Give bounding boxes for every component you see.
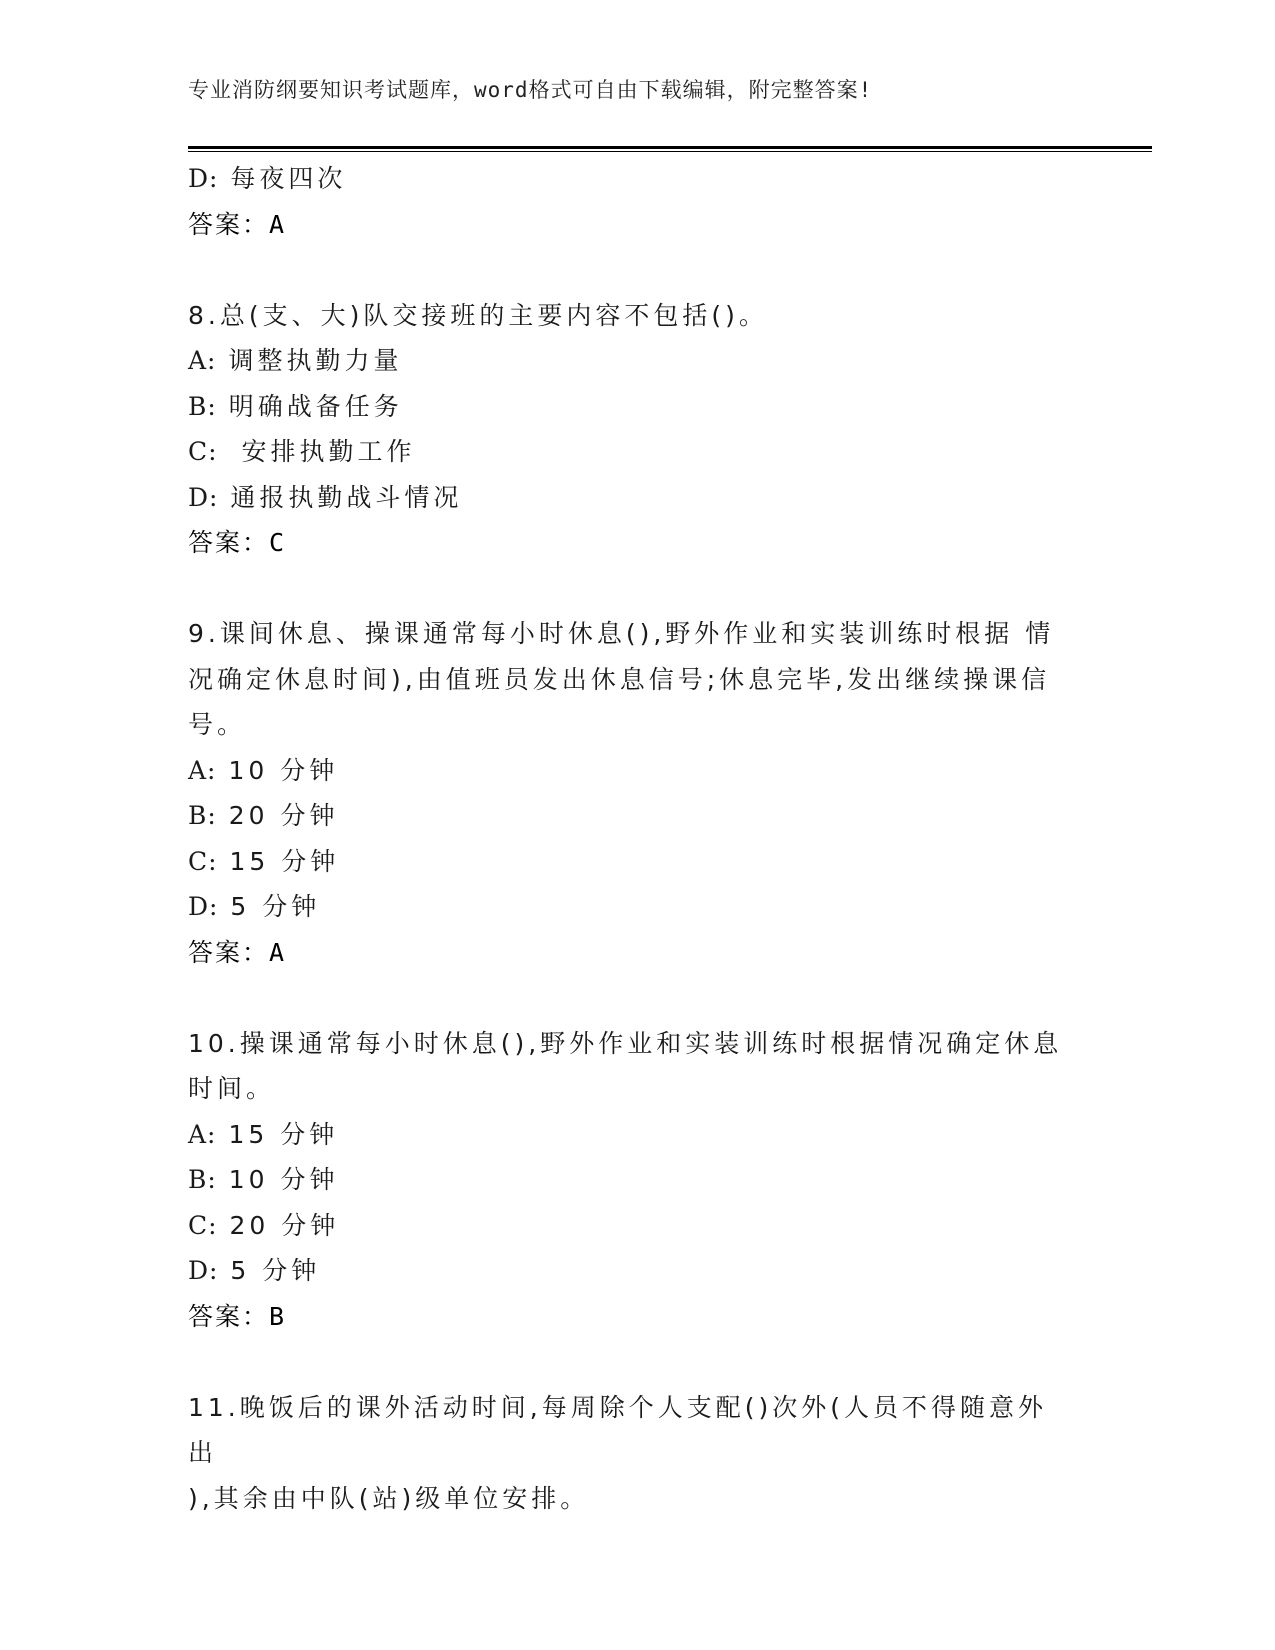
question-9-text xyxy=(188,611,1068,748)
spacer xyxy=(188,975,1068,1021)
q7-option-d xyxy=(188,156,1068,202)
header-rule-thin xyxy=(188,151,1152,152)
question-line: 9.课间休息、操课通常每小时休息(),野外作业和实装训练时根据 情 xyxy=(188,619,1055,648)
q10-option-c xyxy=(188,1203,1068,1249)
answer-label: 答案： xyxy=(188,528,270,557)
option-label: A: xyxy=(188,346,217,375)
option-label: C: xyxy=(188,846,218,876)
option-text: 5 分钟 xyxy=(230,892,321,921)
q9-answer xyxy=(188,930,1068,976)
option-text: 10 分钟 xyxy=(228,1165,339,1194)
question-line: 11.晚饭后的课外活动时间,每周除个人支配()次外(人员不得随意外出 xyxy=(188,1392,1047,1467)
option-text: 20 分钟 xyxy=(229,1210,340,1240)
option-text: 通报执勤战斗情况 xyxy=(230,482,463,512)
question-11-text xyxy=(188,1385,1068,1522)
option-label: B: xyxy=(188,391,217,421)
question-8-text xyxy=(188,293,1068,339)
answer-value: A xyxy=(269,937,287,967)
question-line: 号。 xyxy=(188,710,247,739)
answer-label: 答案： xyxy=(188,937,270,967)
q8-option-c xyxy=(188,429,1068,475)
answer-value: C xyxy=(269,528,287,557)
option-label: B: xyxy=(188,1165,217,1194)
q10-option-d xyxy=(188,1248,1068,1294)
question-line: 时间。 xyxy=(188,1074,276,1103)
header-rule-thick xyxy=(188,146,1152,149)
q9-option-a xyxy=(188,748,1068,794)
question-10-text xyxy=(188,1021,1068,1112)
option-text: 20 分钟 xyxy=(228,801,339,830)
option-text: 10 分钟 xyxy=(228,755,339,785)
question-line: ),其余由中队(站)级单位安排。 xyxy=(188,1483,590,1513)
q8-option-d xyxy=(188,475,1068,521)
q9-option-c xyxy=(188,839,1068,885)
option-text: 15 分钟 xyxy=(229,846,340,876)
q10-option-a xyxy=(188,1112,1068,1158)
answer-label: 答案： xyxy=(188,1301,270,1331)
option-text: 明确战备任务 xyxy=(228,391,403,421)
option-label: D: xyxy=(188,482,219,512)
option-label: C: xyxy=(188,1210,218,1240)
q9-option-b xyxy=(188,793,1068,839)
option-label: D: xyxy=(188,892,219,921)
q10-option-b xyxy=(188,1157,1068,1203)
spacer xyxy=(188,1339,1068,1385)
q10-answer xyxy=(188,1294,1068,1340)
answer-value: B xyxy=(269,1301,287,1331)
question-line: 8.总(支、大)队交接班的主要内容不包括()。 xyxy=(188,300,768,330)
spacer xyxy=(188,566,1068,612)
option-label: D: xyxy=(188,164,219,193)
option-label: A: xyxy=(188,755,217,785)
option-label: C: xyxy=(188,437,218,466)
q7-answer xyxy=(188,202,1068,248)
question-content xyxy=(188,156,1068,1521)
answer-value: A xyxy=(269,209,287,239)
spacer xyxy=(188,247,1068,293)
q8-answer xyxy=(188,520,1068,566)
option-label: D: xyxy=(188,1256,219,1285)
question-line: 10.操课通常每小时休息(),野外作业和实装训练时根据情况确定休息 xyxy=(188,1028,1063,1058)
option-text: 5 分钟 xyxy=(230,1256,321,1285)
option-label: B: xyxy=(188,801,217,830)
answer-label: 答案： xyxy=(188,209,270,239)
q8-option-a xyxy=(188,338,1068,384)
q8-option-b xyxy=(188,384,1068,430)
option-text: 安排执勤工作 xyxy=(229,437,416,466)
page-header: 专业消防纲要知识考试题库，word格式可自由下载编辑，附完整答案! xyxy=(188,78,873,102)
option-text: 15 分钟 xyxy=(228,1119,339,1149)
question-line: 况确定休息时间),由值班员发出休息信号;休息完毕,发出继续操课信 xyxy=(188,664,1051,694)
q9-option-d xyxy=(188,884,1068,930)
option-text: 每夜四次 xyxy=(230,164,347,193)
option-label: A: xyxy=(188,1119,217,1149)
option-text: 调整执勤力量 xyxy=(228,346,403,375)
